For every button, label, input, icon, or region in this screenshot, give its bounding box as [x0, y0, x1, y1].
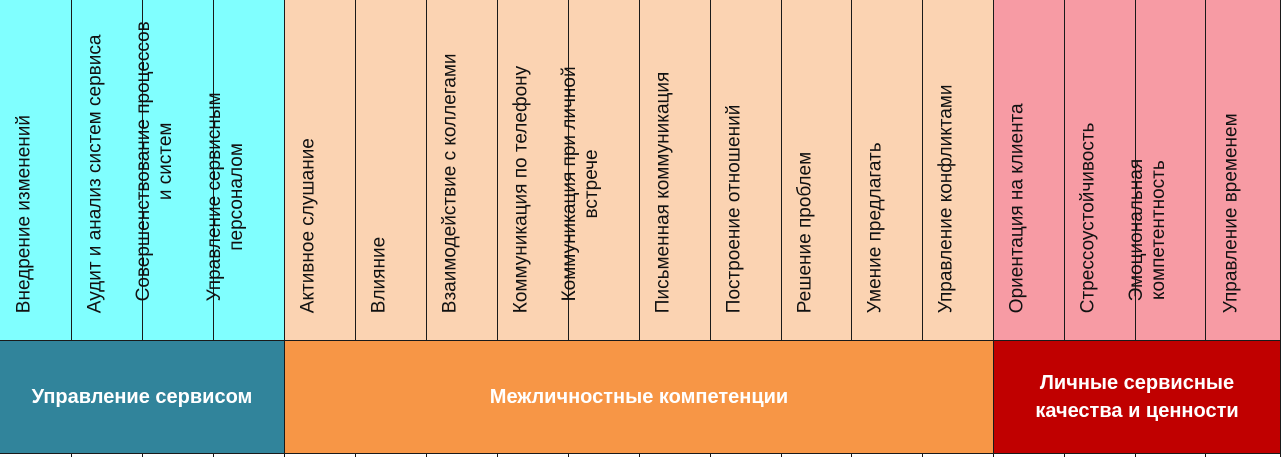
- group-label: [32, 383, 253, 411]
- competency-header-cell: [285, 0, 356, 340]
- competency-header-cell: [204, 0, 285, 340]
- competency-header-cell: [852, 0, 923, 340]
- empty-row-cell: [923, 453, 994, 457]
- competency-label: [865, 142, 887, 313]
- competency-header-cell: [1206, 0, 1281, 340]
- empty-row-cell: [711, 453, 782, 457]
- competency-label: [1126, 159, 1171, 302]
- competency-header-cell: [782, 0, 852, 340]
- competency-label: [1078, 122, 1100, 313]
- competency-header-cell: [356, 0, 427, 340]
- competency-label: [559, 67, 604, 302]
- competency-label-line: и систем: [155, 122, 177, 201]
- group-label: [1035, 369, 1238, 425]
- competency-label: [13, 115, 35, 313]
- group-header-interpersonal: [285, 340, 994, 453]
- competency-label-line: Построение отношений: [723, 104, 745, 313]
- competency-label-line: Управление сервисным: [204, 92, 226, 302]
- empty-row-cell: [640, 453, 711, 457]
- competency-header-cell: [640, 0, 711, 340]
- empty-row-cell: [0, 453, 72, 457]
- competency-label-line: Стрессоустойчивость: [1077, 122, 1099, 313]
- empty-row-cell: [569, 453, 640, 457]
- competency-label-line: Решение проблем: [794, 151, 816, 313]
- competency-label-line: Совершенствование процессов: [133, 21, 155, 302]
- competency-label-line: Внедрение изменений: [13, 114, 35, 313]
- competency-label: [724, 104, 746, 313]
- competency-header-cell: [0, 0, 72, 340]
- competency-label-line: Влияние: [368, 236, 390, 313]
- empty-row-cell: [427, 453, 498, 457]
- competency-label-line: Управление конфликтами: [935, 84, 957, 313]
- empty-row-cell: [214, 453, 285, 457]
- group-label-line: качества и ценности: [1035, 400, 1239, 422]
- competency-label-line: Активное слушание: [297, 137, 319, 313]
- competency-label: [511, 65, 533, 312]
- competency-label: [794, 151, 816, 312]
- empty-row-cell: [1136, 453, 1206, 457]
- empty-row-cell: [1206, 453, 1281, 457]
- competency-label-line: Коммуникация при личной: [559, 66, 581, 302]
- group-label: [490, 383, 788, 411]
- competency-label: [440, 53, 462, 313]
- competency-label-line: Письменная коммуникация: [652, 71, 674, 313]
- competency-label-line: Эмоциональная: [1125, 159, 1147, 302]
- empty-row-cell: [782, 453, 852, 457]
- empty-row-cell: [994, 453, 1065, 457]
- competency-label: [653, 71, 675, 313]
- competency-header-cell: [923, 0, 994, 340]
- group-label-line: Межличностные компетенции: [489, 386, 789, 408]
- group-label-line: Личные сервисные: [1039, 372, 1235, 394]
- empty-row-cell: [356, 453, 427, 457]
- group-header-personal: [994, 340, 1281, 453]
- competency-label: [1007, 103, 1029, 313]
- empty-row-cell: [852, 453, 923, 457]
- competency-label-line: Взаимодействие с коллегами: [439, 53, 461, 313]
- competency-label-line: Аудит и анализ систем сервиса: [84, 34, 106, 313]
- competency-header-cell: [559, 0, 640, 340]
- empty-row-cell: [143, 453, 214, 457]
- competency-header-cell: [711, 0, 782, 340]
- competency-label-line: Коммуникация по телефону: [510, 65, 532, 313]
- empty-row-cell: [1065, 453, 1136, 457]
- empty-row-cell: [498, 453, 569, 457]
- competency-label: [1221, 113, 1243, 313]
- competency-header-cell: [994, 0, 1065, 340]
- group-header-service: [0, 340, 285, 453]
- competency-label-line: встрече: [581, 149, 603, 219]
- competency-header-cell: [427, 0, 498, 340]
- competency-label-line: компетентность: [1148, 160, 1170, 301]
- competency-label-line: Ориентация на клиента: [1006, 102, 1028, 313]
- competency-label: [936, 84, 958, 313]
- competency-label: [298, 138, 320, 313]
- competency-label: [85, 34, 107, 313]
- competency-label: [369, 236, 391, 312]
- competency-label-line: персоналом: [226, 143, 248, 251]
- empty-row-cell: [285, 453, 356, 457]
- competency-label-line: Управление временем: [1220, 112, 1242, 313]
- competency-label: [204, 93, 249, 302]
- group-label-line: Управление сервисом: [31, 386, 253, 408]
- competency-label-line: Умение предлагать: [864, 141, 886, 313]
- competency-label: [133, 21, 178, 301]
- empty-row-cell: [72, 453, 143, 457]
- competency-header-cell: [1125, 0, 1206, 340]
